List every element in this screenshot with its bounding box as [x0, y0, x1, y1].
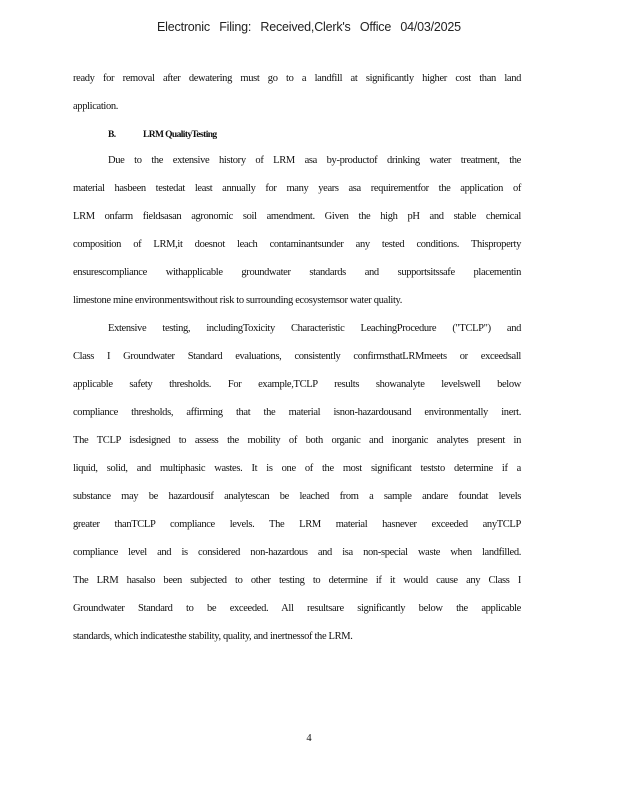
text-line: liquid, solid, and multiphasic wastes. It is one of the most significant teststo determine if a — [73, 463, 521, 474]
text-line: The TCLP isdesigned to assess the mobility of both organic and inorganic analytes present in — [73, 435, 521, 446]
text-line: ensurescompliance withapplicable groundwater standards and supportsitssafe placementin — [73, 267, 521, 278]
text-line: LRM onfarm fieldsasan agronomic soil amendment. Given the high pH and stable chemical — [73, 211, 521, 222]
text-line: applicable safety thresholds. For example,TCLP results showanalyte levelswell below — [73, 379, 521, 390]
text-line: Class I Groundwater Standard evaluations, consistently confirmsthatLRMmeets or exceedsall — [73, 351, 521, 362]
text-line: material hasbeen testedat least annually for many years asa requirementfor the application of — [73, 183, 521, 194]
document-body — [73, 70, 521, 656]
text-line: application. — [73, 101, 119, 112]
filing-header: Electronic Filing: Received,Clerk's Office 04/03/2025 — [157, 20, 461, 34]
text-line: Groundwater Standard to be exceeded. All resultsare significantly below the applicable — [73, 603, 521, 614]
text-line: ready for removal after dewatering must go to a landfill at significantly higher cost than land — [73, 73, 521, 84]
text-line: Extensive testing, includingToxicity Characteristic LeachingProcedure ("TCLP") and — [108, 323, 521, 334]
text-line: compliance thresholds, affirming that the material isnon-hazardousand environmentally inert. — [73, 407, 521, 418]
section-letter: B. — [108, 130, 116, 140]
paragraph-1 — [73, 152, 521, 320]
text-line: standards, which indicatesthe stability, quality, and inertnessof the LRM. — [73, 631, 353, 642]
text-line: The LRM hasalso been subjected to other testing to determine if it would cause any Class I — [73, 575, 521, 586]
text-line: greater thanTCLP compliance levels. The LRM material hasnever exceeded anyTCLP — [73, 519, 521, 530]
section-title: LRM QualityTesting — [143, 130, 217, 140]
text-line: substance may be hazardousif analytescan be leached from a sample andare foundat levels — [73, 491, 521, 502]
text-line: composition of LRM,it doesnot leach contaminantsunder any tested conditions. Thisproperty — [73, 239, 521, 250]
page-number: 4 — [306, 733, 312, 744]
section-heading — [73, 126, 521, 152]
text-line: Due to the extensive history of LRM asa by-productof drinking water treatment, the — [108, 155, 521, 166]
text-line: compliance level and is considered non-hazardous and isa non-special waste when landfilled. — [73, 547, 521, 558]
text-line: limestone mine environmentswithout risk to surrounding ecosystemsor water quality. — [73, 295, 403, 306]
paragraph-2 — [73, 320, 521, 656]
